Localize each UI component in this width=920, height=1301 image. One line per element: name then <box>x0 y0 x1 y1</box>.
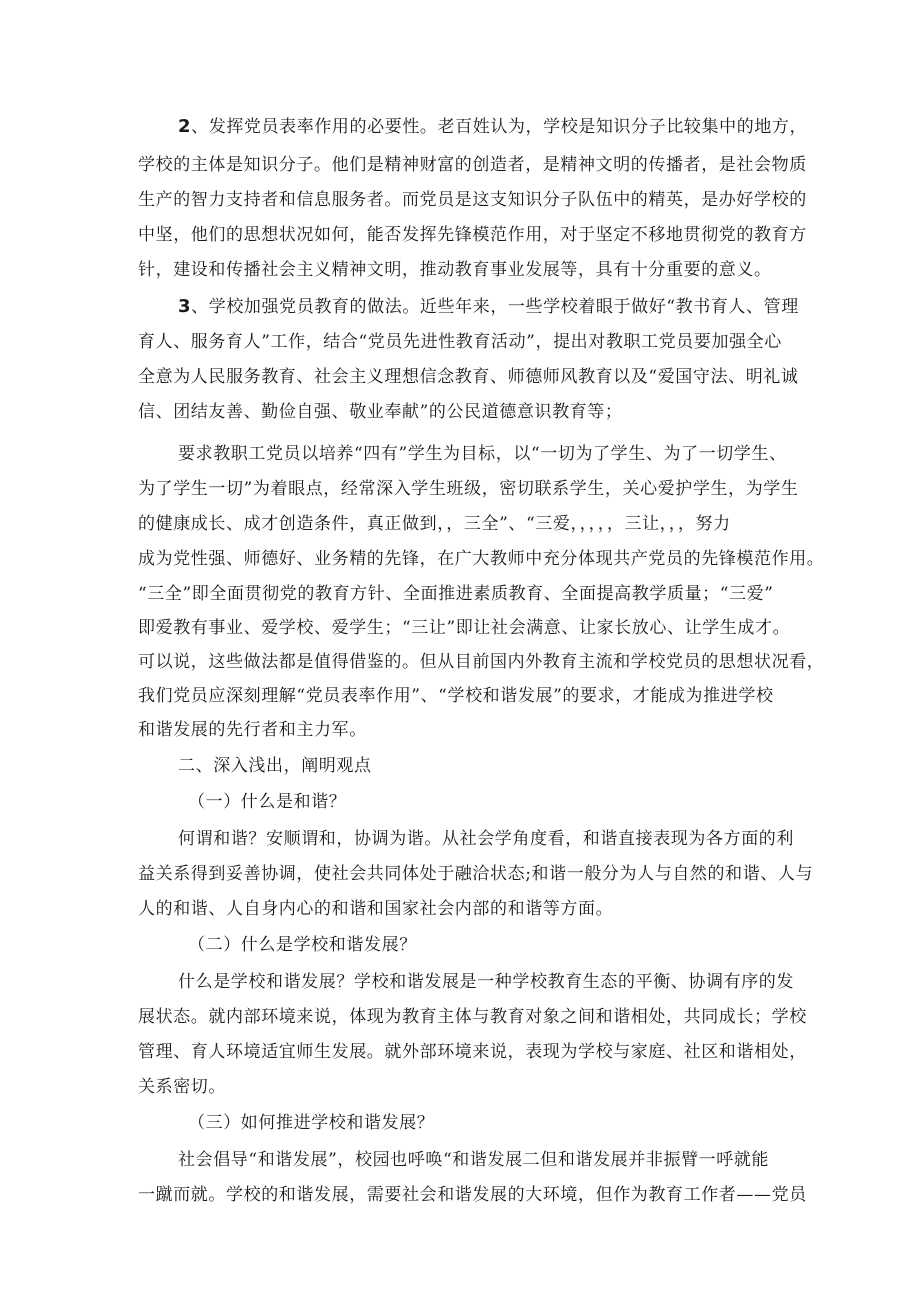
paragraph-3-line-3: 全意为人民服务教育、社会主义理想信念教育、师德师风教育以及“爱国守法、明礼诚 <box>138 367 799 387</box>
paragraph-4-line-9: 和谐发展的先行者和主力军。 <box>138 720 367 740</box>
paragraph-7-line-1: 社会倡导“和谐发展”，校园也呼唤“和谐发展二但和谐发展并非振臂一呼就能 <box>178 1150 770 1170</box>
paragraph-6-line-4: 关系密切。 <box>138 1077 226 1097</box>
paragraph-7-line-2: 一蹴而就。学校的和谐发展，需要社会和谐发展的大环境，但作为教育工作者——党员 <box>138 1185 807 1205</box>
paragraph-6-line-3: 管理、育人环境适宜师生发展。就外部环境来说，表现为学校与家庭、社区和谐相处， <box>138 1042 807 1062</box>
paragraph-2-number: 2 <box>178 116 192 137</box>
paragraph-2-line-4: 中坚，他们的思想状况如何，能否发挥先锋模范作用，对于坚定不移地贯彻党的教育方 <box>138 225 807 245</box>
paragraph-3-line-1: 3、学校加强党员教育的做法。近些年来，一些学校着眼于做好“教书育人、管理 <box>178 296 799 317</box>
paragraph-3-line-2: 育人、服务育人”工作，结合“党员先进性教育活动”，提出对教职工党员要加强全心 <box>138 332 782 352</box>
paragraph-2-line-2: 学校的主体是知识分子。他们是精神财富的创造者，是精神文明的传播者，是社会物质 <box>138 155 807 175</box>
paragraph-2-line-5: 针，建设和传播社会主义精神文明，推动教育事业发展等，具有十分重要的意义。 <box>138 260 772 280</box>
paragraph-4-line-8: 我们党员应深刻理解“党员表率作用”、“学校和谐发展”的要求，才能成为推进学校 <box>138 686 774 706</box>
paragraph-4-line-3: 的健康成长、成才创造条件，真正做到，，三全”、“三爱，，，，，三让，，，努力 <box>138 514 731 534</box>
paragraph-3-line-4: 信、团结友善、勤俭自强、敬业奉献”的公民道德意识教育等； <box>138 402 623 422</box>
paragraph-5-line-2: 益关系得到妥善协调，使社会共同体处于融洽状态;和谐一般分为人与自然的和谐、人与 <box>138 864 814 884</box>
paragraph-4-line-7: 可以说，这些做法都是值得借鉴的。但从目前国内外教育主流和学校党员的思想状况看， <box>138 652 825 672</box>
subheading-school-harmony: （二）什么是学校和谐发展？ <box>188 935 417 955</box>
paragraph-3-number: 3 <box>178 296 192 317</box>
section-heading-2: 二、深入浅出，阐明观点 <box>178 756 372 776</box>
paragraph-4-line-4: 成为党性强、师德好、业务精的先锋，在广大教师中充分体现共产党员的先锋模范作用。 <box>138 549 825 569</box>
paragraph-6-line-2: 展状态。就内部环境来说，体现为教育主体与教育对象之间和谐相处，共同成长；学校 <box>138 1007 807 1027</box>
paragraph-2-line-1: 2、发挥党员表率作用的必要性。老百姓认为，学校是知识分子比较集中的地方， <box>178 116 808 137</box>
subheading-what-is-harmony: （一）什么是和谐？ <box>188 792 347 812</box>
paragraph-4-line-5: “三全”即全面贯彻党的教育方针、全面推进素质教育、全面提高教学质量；“三爱” <box>138 584 774 604</box>
paragraph-5-line-3: 人的和谐、人自身内心的和谐和国家社会内部的和谐等方面。 <box>138 899 614 919</box>
paragraph-6-line-1: 什么是学校和谐发展？学校和谐发展是一种学校教育生态的平衡、协调有序的发 <box>178 972 794 992</box>
paragraph-2-line-3: 生产的智力支持者和信息服务者。而党员是这支知识分子队伍中的精英，是办好学校的 <box>138 190 807 210</box>
paragraph-5-line-1: 何谓和谐？安顺谓和，协调为谐。从社会学角度看，和谐直接表现为各方面的利 <box>178 829 794 849</box>
paragraph-4-line-1: 要求教职工党员以培养“四有”学生为目标，以“一切为了学生、为了一切学生、 <box>178 444 787 464</box>
paragraph-4-line-2: 为了学生一切”为着眼点，经常深入学生班级，密切联系学生，关心爱护学生，为学生 <box>138 479 799 499</box>
subheading-promote-harmony: （三）如何推进学校和谐发展？ <box>188 1113 435 1133</box>
paragraph-4-line-6: 即爱教有事业、爱学校、爱学生；“三让”即让社会满意、让家长放心、让学生成才。 <box>138 618 791 638</box>
